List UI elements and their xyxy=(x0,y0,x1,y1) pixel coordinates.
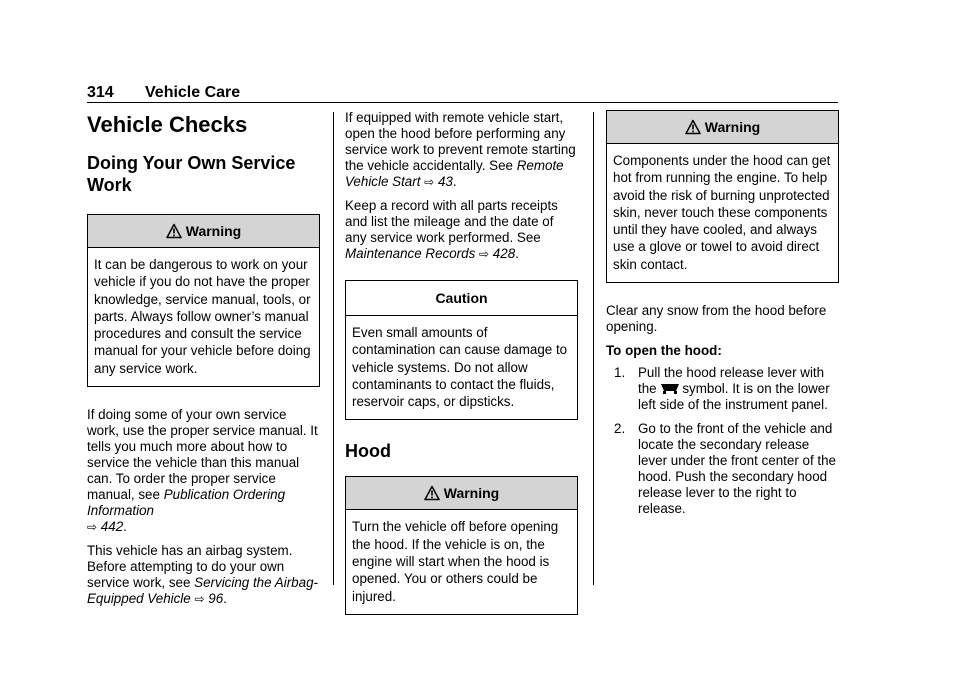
column-divider-1 xyxy=(333,112,334,585)
xref-link[interactable]: Maintenance Records xyxy=(345,246,476,261)
page-header xyxy=(87,84,240,102)
page-reference-arrow-icon: ⇨ xyxy=(87,520,98,535)
caution-box xyxy=(345,280,578,420)
warning-header xyxy=(88,215,319,248)
warning-box xyxy=(345,476,578,614)
xref-page[interactable]: 43 xyxy=(437,174,453,189)
xref-link[interactable]: Servicing the Airbag-Equipped Vehicle xyxy=(87,575,318,607)
xref-page[interactable]: 442 xyxy=(100,519,124,535)
column-2 xyxy=(345,110,578,635)
list-item xyxy=(606,365,839,413)
steps-list xyxy=(606,365,839,517)
warning-text: It can be dangerous to work on your vehicle if you do not have the proper knowledge, service manual, tools, or parts. Always follow owner’s manual procedures and consult the service manual for your vehicle before doing any service work. xyxy=(94,257,311,376)
warning-triangle-icon xyxy=(166,223,182,239)
step-text: Pull the hood release lever with the xyxy=(638,365,825,397)
section-title: Vehicle Care xyxy=(145,84,241,101)
warning-text: Turn the vehicle off before opening the hood. If the vehicle is on, the engine will start when the hood is opened. You or others could be injured. xyxy=(352,519,559,604)
paragraph: If equipped with remote vehicle start, open the hood before performing any service work to prevent remote starting the vehicle accidentally. See Remote Vehicle Start ⇨ 43. xyxy=(345,110,576,189)
xref-link[interactable]: Publication Ordering Information xyxy=(87,487,286,519)
step-text: symbol. It is on the lower left side of the instrument panel. xyxy=(638,381,830,413)
column-divider-2 xyxy=(593,112,594,585)
paragraph-text: Keep a record with all parts receipts and list the mileage and the date of any service work performed. See xyxy=(345,198,558,245)
header-rule xyxy=(87,102,838,103)
step-number: 1. xyxy=(614,365,626,381)
xref-page[interactable]: 428 xyxy=(492,246,516,261)
xref-page[interactable]: 96 xyxy=(208,591,224,607)
warning-header xyxy=(346,477,577,510)
xref-link[interactable]: Remote Vehicle Start xyxy=(345,158,564,189)
paragraph: This vehicle has an airbag system. Before attempting to do your own service work, see Servicing the Airbag-Equipped Vehicle ⇨ 96. xyxy=(87,543,318,607)
paragraph: Keep a record with all parts receipts and list the mileage and the date of any service work performed. See Maintenance Records ⇨ 428. xyxy=(345,198,558,261)
paragraph: Clear any snow from the hood before opening. xyxy=(606,303,827,335)
warning-text: Components under the hood can get hot from running the engine. To help avoid the risk of burning unprotected skin, never touch these components until they have cooled, and always use a glove or towel to avoid direct skin contact. xyxy=(613,153,831,272)
page-reference-arrow-icon: ⇨ xyxy=(424,175,435,189)
warning-label: Warning xyxy=(185,223,242,239)
warning-triangle-icon xyxy=(685,119,701,135)
warning-box xyxy=(606,110,839,283)
warning-header xyxy=(607,111,838,144)
warning-triangle-icon xyxy=(424,485,440,501)
step-text: Go to the front of the vehicle and locate the secondary release lever under the front center of the hood. Push the secondary hood release lever to the right to release. xyxy=(638,421,837,517)
section-heading: Doing Your Own Service Work xyxy=(87,153,296,195)
list-item xyxy=(606,421,839,517)
column-3 xyxy=(606,110,839,525)
caution-text: Even small amounts of contamination can cause damage to vehicle systems. Do not allow contaminants to contact the fluids, reservoir caps, or dipsticks. xyxy=(352,325,568,410)
caution-label: Caution xyxy=(435,290,488,306)
page-number: 314 xyxy=(87,84,114,101)
paragraph-text: If doing some of your own service work, use the proper service manual. It tells you much more about how to service the vehicle than this manual can. To order the proper service manual, see xyxy=(87,407,318,503)
paragraph-text: If equipped with remote vehicle start, open the hood before performing any service work to prevent remote starting the vehicle accidentally. See xyxy=(345,110,576,173)
page-reference-arrow-icon: ⇨ xyxy=(194,592,205,607)
hood-heading: Hood xyxy=(345,441,391,462)
warning-box xyxy=(87,214,320,387)
warning-label: Warning xyxy=(443,485,500,502)
step-number: 2. xyxy=(614,421,626,437)
column-1 xyxy=(87,110,320,615)
page-title: Vehicle Checks xyxy=(87,112,248,137)
warning-label: Warning xyxy=(704,119,761,135)
steps-heading: To open the hood: xyxy=(606,343,722,359)
paragraph: If doing some of your own service work, use the proper service manual. It tells you much more about how to service the vehicle than this manual can. To order the proper service manual, see Publication Ordering Information ⇨ 442. xyxy=(87,407,318,535)
paragraph-text: This vehicle has an airbag system. Before attempting to do your own service work, see xyxy=(87,543,293,591)
caution-header xyxy=(346,281,577,316)
page-reference-arrow-icon: ⇨ xyxy=(479,247,490,261)
hood-release-symbol-icon xyxy=(660,382,680,394)
